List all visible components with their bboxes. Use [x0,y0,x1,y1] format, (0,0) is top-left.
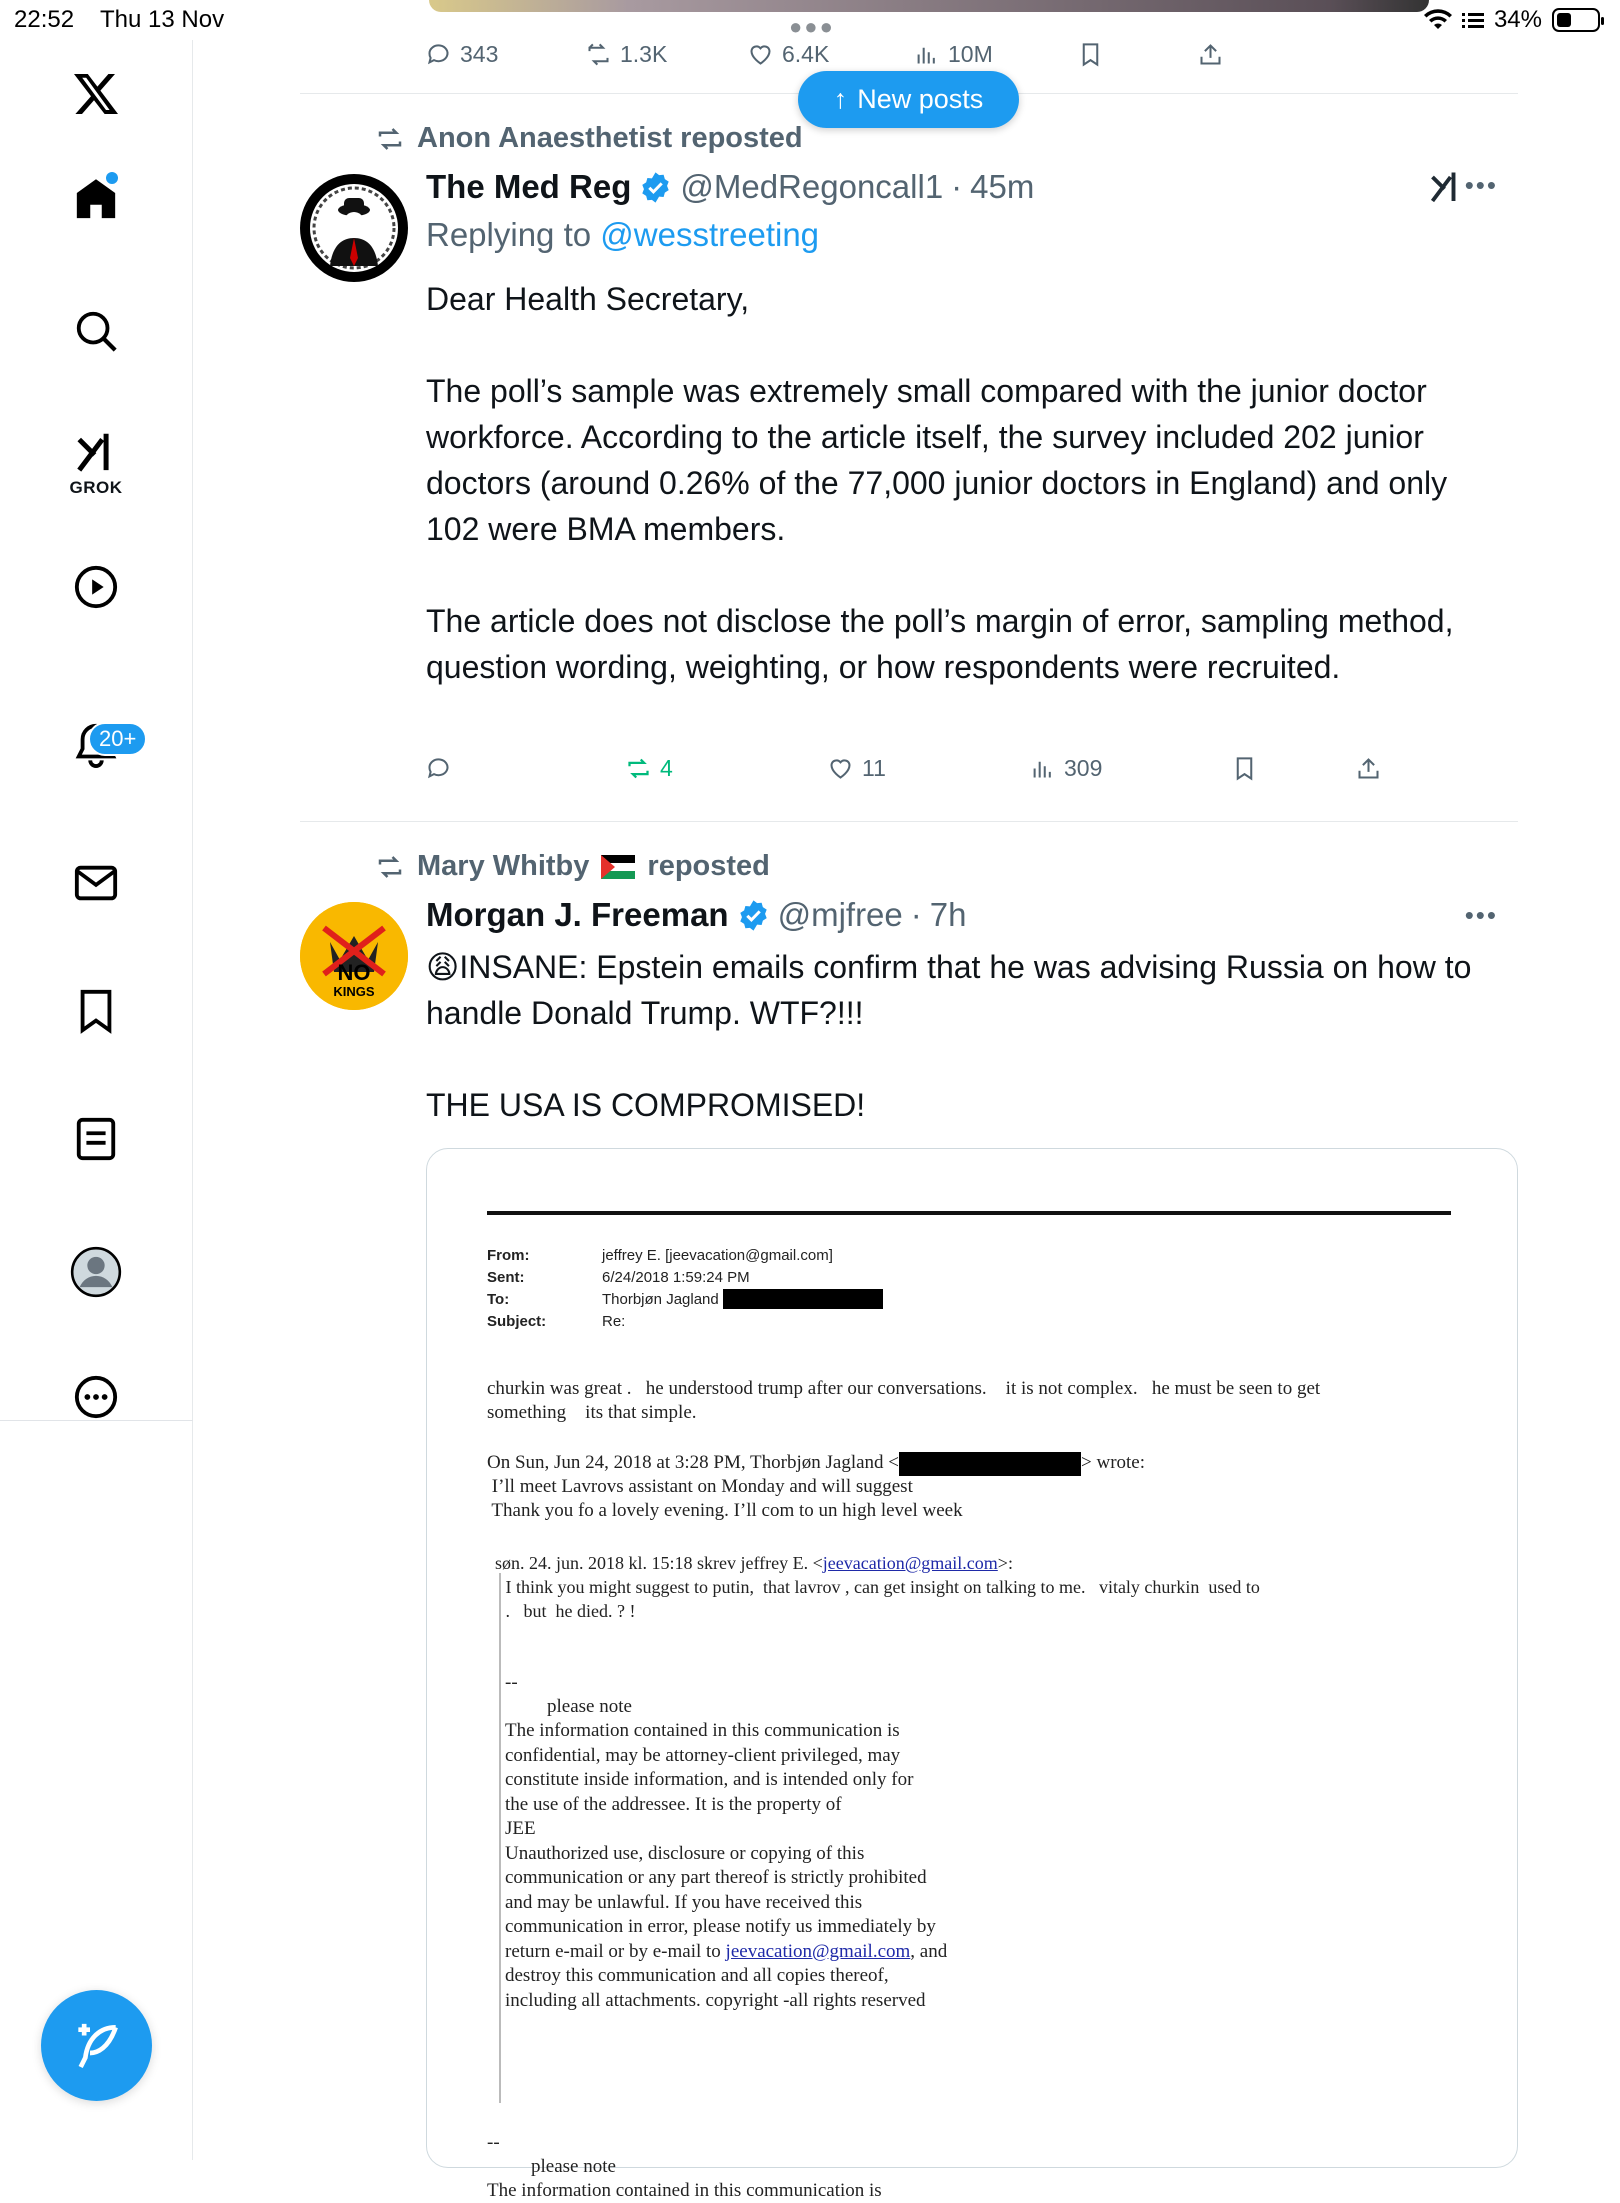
replying-to-handle[interactable]: @wesstreeting [600,216,820,253]
like-count: 6.4K [782,40,830,67]
note-line: and may be unlawful. If you have received this [505,1891,863,1913]
arrow-up-icon: ↑ [833,84,848,114]
more-icon[interactable] [73,1374,119,1420]
views-icon [913,41,940,68]
repost-icon [585,41,612,68]
note-title: please note [547,1696,632,1717]
more-options-icon[interactable]: ••• [1464,170,1498,200]
note-line: communication or any part thereof is strictly prohibited [505,1867,927,1888]
email-link: jeevacation@gmail.com [822,1553,998,1573]
media-page-dots: ●●● [789,14,835,39]
mail-icon[interactable] [73,860,119,906]
note-line: Unauthorized use, disclosure or copying of this [505,1842,865,1864]
new-posts-label: New posts [857,84,984,114]
from-label: From: [487,1247,530,1264]
email-header [487,1245,883,1333]
author-handle[interactable]: @MedRegoncall1 [680,168,944,205]
author-handle[interactable]: @mjfree [777,896,903,933]
quote-header-end: > wrote: [1081,1452,1146,1473]
post-header [426,168,1034,206]
author-name[interactable]: Morgan J. Freeman [426,896,729,933]
profile-avatar-icon[interactable] [70,1246,122,1298]
like-count: 11 [862,754,886,781]
email-line: I think you might suggest to putin, that lavrov , can get insight on talking to me. vitaly churkin used to [501,1577,1260,1597]
redaction-bar [723,1289,883,1309]
note-line: return e-mail or by e-mail to jeevacation@gmail.com, and [505,1940,948,1962]
dot-separator: · [910,896,922,933]
share-button[interactable] [1197,41,1224,68]
note-line: including all attachments. copyright -all rights reserved [505,1989,926,2011]
notifications-badge: 20+ [88,722,147,756]
post-text: Dear Health Secretary, The poll’s sample was extremely small compared with the junior doctor workforce. According to the article itself, the survey included 202 junior doctors (around 0.26% of the 77,000 junior doctors in England) and only 102 were BMA members. The article does not disclose the poll’s margin of error, sampling method, question wording, weighting, or how respondents were recruited. [426,281,1454,685]
note2-line: The information contained in this communication is [487,2180,882,2201]
more-options-icon[interactable]: ••• [1464,900,1498,930]
note-line: the use of the addressee. It is the property of [505,1793,842,1815]
bookmark-icon[interactable] [73,988,119,1034]
views-count: 10M [948,40,993,67]
post-time[interactable]: 7h [929,896,967,933]
battery-percent: 34% [1493,6,1542,33]
quote-bar [499,1573,501,2103]
battery-icon [1552,8,1600,32]
post-time[interactable]: 45m [970,168,1035,205]
reply-icon [425,41,452,68]
dot-separator: · [951,168,963,205]
post-text: 😩INSANE: Epstein emails confirm that he was advising Russia on how to handle Donald Trump. WTF?!!! [426,949,1481,1031]
from-value: jeffrey E. [jeevacation@gmail.com] [602,1247,833,1264]
share-button[interactable] [1355,755,1382,782]
email-line: I’ll meet Lavrovs assistant on Monday and will suggest [487,1476,913,1497]
previous-post-image[interactable] [429,0,1429,12]
reposted-suffix: reposted [647,850,770,882]
avatar[interactable] [300,902,408,1010]
quote-header-text: On Sun, Jun 24, 2018 at 3:28 PM, Thorbjøn Jagland < [487,1452,900,1473]
video-icon[interactable] [73,564,119,610]
grok-label: GROK [69,478,123,497]
repost-count: 4 [660,754,673,781]
share-icon [1197,41,1224,68]
bookmark-button[interactable] [1077,41,1104,68]
sidebar-item-grok[interactable] [70,428,123,498]
quote2-post: >: [997,1553,1013,1573]
bookmark-button[interactable] [1231,755,1258,782]
views-button[interactable] [1029,755,1102,782]
sidebar-divider [0,1420,193,1421]
repost-icon [375,124,405,154]
note-line: The information contained in this communication is [505,1720,900,1741]
reply-count: 343 [460,40,499,67]
repost-context[interactable] [375,850,770,883]
to-value: Thorbjøn Jagland [602,1291,719,1308]
note-line: communication in error, please notify us immediately by [505,1916,936,1937]
views-button[interactable] [913,41,993,68]
document-rule [487,1211,1451,1215]
repost-button[interactable] [585,41,667,68]
verified-badge-icon [737,899,770,932]
note-line: destroy this communication and all copies thereof, [505,1965,889,1986]
repost-icon [375,852,405,882]
note2-title: please note [531,2156,616,2177]
email-line: Thank you fo a lovely evening. I’ll com to un high level week [487,1500,963,1521]
like-button[interactable] [747,41,829,68]
articles-icon[interactable] [73,1116,119,1162]
email-line: . but he died. ? ! [501,1601,636,1621]
share-icon [1355,755,1382,782]
home-icon[interactable] [73,176,119,222]
quote2-pre: søn. 24. jun. 2018 kl. 15:18 skrev jeffrey E. < [495,1553,823,1573]
timeline-feed[interactable] [300,0,1518,2201]
compose-button[interactable] [41,1990,152,2101]
post-actions [425,748,1519,788]
post-header [426,896,966,934]
verified-badge-icon [639,171,672,204]
note-line: confidential, may be attorney-client privileged, may [505,1744,901,1766]
reply-button[interactable] [425,755,460,782]
post-text-2: THE USA IS COMPROMISED! [426,1087,866,1123]
palestine-flag-icon [601,855,635,879]
replying-prefix: Replying to [426,216,601,253]
home-unread-dot [106,172,118,184]
email-link: jeevacation@gmail.com [725,1940,911,1962]
heart-icon [827,755,854,782]
status-time: 22:52 [14,6,75,33]
views-icon [1029,755,1056,782]
separator: -- [505,1672,518,1693]
search-icon[interactable] [73,308,119,354]
like-button[interactable] [827,755,886,782]
subject-value: Re: [602,1313,626,1330]
email-line: churkin was great . he understood trump after our conversations. it is not complex. he must be seen to get [487,1378,1321,1399]
reposted-by-name: Mary Whitby [417,850,590,882]
prev-post-actions [425,34,1519,74]
subject-label: Subject: [487,1313,547,1330]
note-line: JEE [505,1818,536,1839]
bookmark-icon [1077,41,1104,68]
redaction-bar [899,1452,1081,1476]
post-media-image[interactable] [426,1148,1518,2201]
x-logo-icon[interactable] [72,70,120,118]
reply-button[interactable] [425,41,498,68]
repost-button[interactable] [625,755,673,782]
avatar-text-kings: KINGS [333,984,375,999]
post-divider [300,821,1518,822]
heart-icon [747,41,774,68]
repost-icon [625,755,652,782]
sent-value: 6/24/2018 1:59:24 PM [602,1269,750,1286]
to-label: To: [487,1291,510,1308]
note-line: constitute inside information, and is intended only for [505,1769,914,1790]
sent-label: Sent: [487,1269,525,1286]
compose-feather-icon [69,2018,125,2074]
status-date: Thu 13 Nov [100,6,225,33]
avatar[interactable] [300,174,408,282]
grok-icon [72,428,120,474]
sidebar [0,40,193,2160]
repost-context[interactable] [375,122,803,155]
email-line: something its that simple. [487,1402,697,1423]
repost-count: 1.3K [620,40,668,67]
bookmark-icon [1231,755,1258,782]
views-count: 309 [1064,754,1103,781]
reposted-by-label: Anon Anaesthetist reposted [417,122,803,154]
avatar-text-no: NO [337,960,371,985]
quote-header [487,1451,1145,1476]
reply-icon [425,755,452,782]
new-posts-button[interactable] [798,71,1019,128]
author-name[interactable]: The Med Reg [426,168,632,205]
quote-header-2 [495,1551,1013,1575]
grok-explain-icon[interactable] [1427,168,1465,209]
separator-2: -- [487,2132,500,2153]
replying-to [426,216,819,254]
